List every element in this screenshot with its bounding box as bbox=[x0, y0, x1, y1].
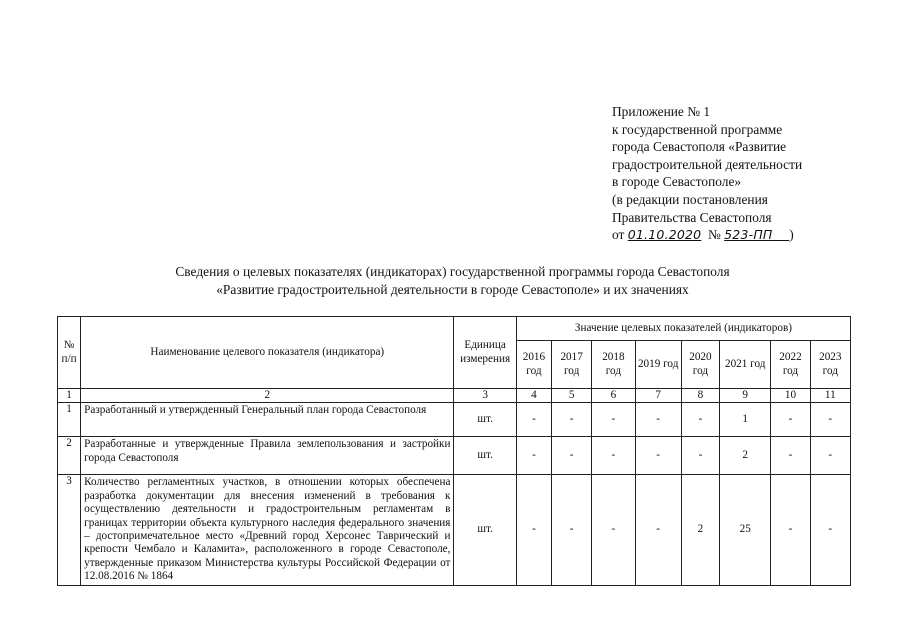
header-year: 2020 год bbox=[681, 341, 719, 389]
row-num: 1 bbox=[58, 403, 81, 437]
row-value: - bbox=[810, 437, 850, 475]
appendix-line: градостроительной деятельности bbox=[612, 156, 803, 172]
row-value: 1 bbox=[720, 403, 771, 437]
header-year: 2022 год bbox=[771, 341, 810, 389]
index-cell: 10 bbox=[771, 389, 810, 403]
appendix-line: города Севастополя «Развитие bbox=[612, 139, 787, 155]
row-value: - bbox=[592, 437, 635, 475]
index-cell: 11 bbox=[810, 389, 850, 403]
header-name: Наименование целевого показателя (индикатора) bbox=[81, 317, 454, 389]
from-prefix: от bbox=[612, 227, 625, 243]
header-year: 2021 год bbox=[720, 341, 771, 389]
table-row bbox=[58, 403, 851, 437]
row-value: - bbox=[552, 403, 592, 437]
row-value: - bbox=[771, 403, 810, 437]
header-year: 2016 год bbox=[516, 341, 551, 389]
title-line-1: Сведения о целевых показателях (индикаторах) государственной программы города Севастополя bbox=[175, 264, 730, 279]
row-value: - bbox=[635, 403, 681, 437]
row-name: Разработанный и утвержденный Генеральный план города Севастополя bbox=[81, 403, 454, 437]
header-year: 2023 год bbox=[810, 341, 850, 389]
index-row bbox=[58, 389, 851, 403]
title-line-2: «Развитие градостроительной деятельности в городе Севастополе» и их значениях bbox=[216, 281, 689, 297]
document-title bbox=[0, 263, 905, 298]
appendix-block bbox=[612, 103, 872, 244]
appendix-date-line bbox=[612, 226, 872, 244]
header-year: 2018 год bbox=[592, 341, 635, 389]
row-value: - bbox=[552, 437, 592, 475]
row-value: - bbox=[810, 475, 850, 585]
handwritten-date: 01.10.2020 bbox=[627, 227, 702, 243]
row-value: - bbox=[592, 403, 635, 437]
index-cell: 6 bbox=[592, 389, 635, 403]
table-row bbox=[58, 475, 851, 585]
closing-paren: ) bbox=[789, 227, 794, 243]
index-cell: 7 bbox=[635, 389, 681, 403]
row-value: 2 bbox=[720, 437, 771, 475]
row-value: - bbox=[771, 437, 810, 475]
table-row bbox=[58, 437, 851, 475]
index-cell: 1 bbox=[58, 389, 81, 403]
row-value: 25 bbox=[720, 475, 771, 585]
row-unit: шт. bbox=[454, 403, 516, 437]
row-value: - bbox=[516, 475, 551, 585]
row-unit: шт. bbox=[454, 437, 516, 475]
header-values-group: Значение целевых показателей (индикаторов) bbox=[516, 317, 850, 341]
row-value: - bbox=[681, 403, 719, 437]
row-name: Разработанные и утвержденные Правила землепользования и застройки города Севастополя bbox=[81, 437, 454, 475]
row-value: - bbox=[592, 475, 635, 585]
header-num: № п/п bbox=[58, 317, 81, 389]
appendix-line: в городе Севастополе» bbox=[612, 174, 742, 190]
index-cell: 3 bbox=[454, 389, 516, 403]
appendix-line: (в редакции постановления bbox=[612, 191, 768, 207]
header-unit: Единица измерения bbox=[454, 317, 516, 389]
index-cell: 4 bbox=[516, 389, 551, 403]
index-cell: 8 bbox=[681, 389, 719, 403]
appendix-line: к государственной программе bbox=[612, 121, 783, 137]
row-num: 2 bbox=[58, 437, 81, 475]
indicators-table bbox=[57, 316, 851, 586]
row-value: - bbox=[810, 403, 850, 437]
header-year: 2017 год bbox=[552, 341, 592, 389]
handwritten-number: 523-ПП bbox=[724, 227, 773, 243]
row-num: 3 bbox=[58, 475, 81, 585]
row-value: - bbox=[516, 437, 551, 475]
row-value: - bbox=[552, 475, 592, 585]
row-value: 2 bbox=[681, 475, 719, 585]
row-value: - bbox=[516, 403, 551, 437]
row-value: - bbox=[681, 437, 719, 475]
number-prefix: № bbox=[708, 227, 721, 243]
row-unit: шт. bbox=[454, 475, 516, 585]
appendix-line: Правительства Севастополя bbox=[612, 209, 772, 225]
row-value: - bbox=[635, 475, 681, 585]
index-cell: 2 bbox=[81, 389, 454, 403]
appendix-line: Приложение № 1 bbox=[612, 104, 711, 119]
index-cell: 9 bbox=[720, 389, 771, 403]
index-cell: 5 bbox=[552, 389, 592, 403]
row-value: - bbox=[635, 437, 681, 475]
header-year: 2019 год bbox=[635, 341, 681, 389]
row-name: Количество регламентных участков, в отношении которых обеспечена разработка документации для внесения изменений в требования к осуществлению деятельности и градостроительным регламентам в границах территории объекта культурного наследия федерального значения – достопримечательное место «Древний город Херсонес Таврический и крепости Чембало и Каламита», расположенного в городе Севастополе, утвержденные приказом Министерства культуры Российской Федерации от 12.08.2016 № 1864 bbox=[81, 475, 454, 585]
row-value: - bbox=[771, 475, 810, 585]
